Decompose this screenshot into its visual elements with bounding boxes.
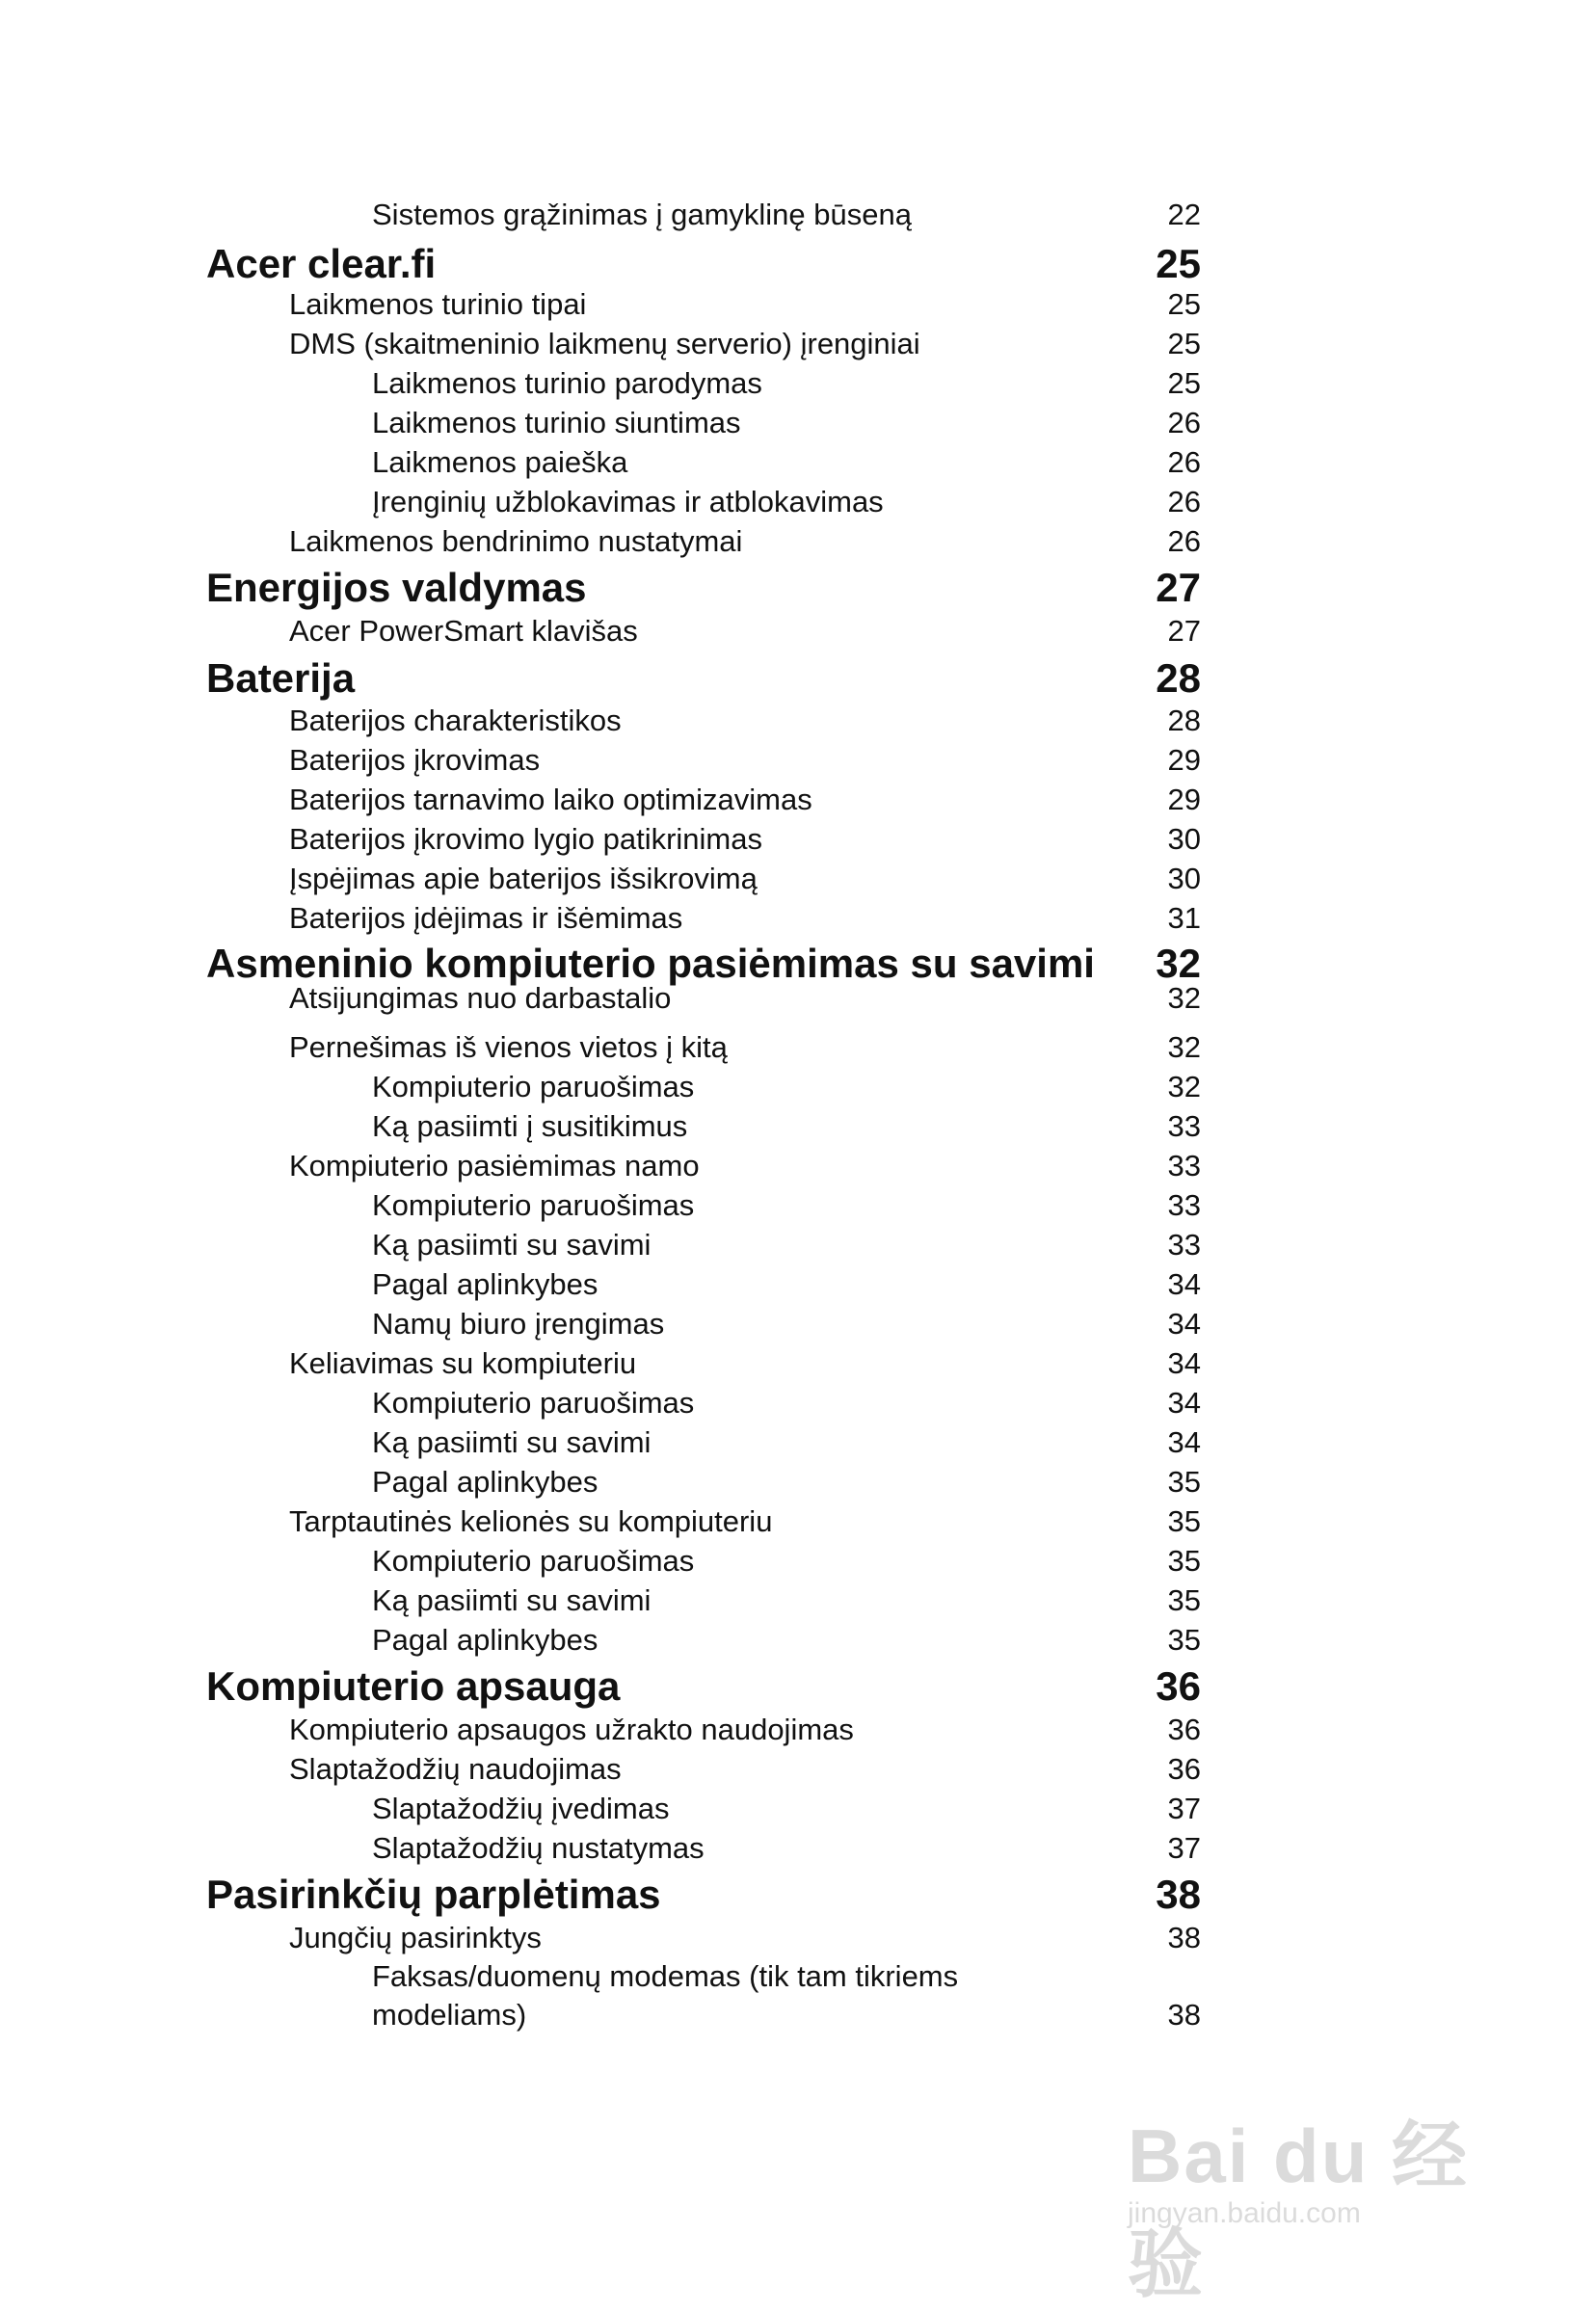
watermark xyxy=(1118,2024,1523,2306)
toc-entry-title: Atsijungimas nuo darbastalio xyxy=(289,981,672,1015)
toc-entry-title: Pagal aplinkybes xyxy=(372,1465,598,1499)
toc-entry-page: 33 xyxy=(1167,1109,1201,1143)
toc-entry-title: modeliams) xyxy=(372,1998,527,2032)
toc-entry-title: Ką pasiimti su savimi xyxy=(372,1425,652,1459)
toc-entry-title: Slaptažodžių nustatymas xyxy=(372,1831,705,1865)
toc-entry-page: 37 xyxy=(1167,1831,1201,1865)
toc-entry-page: 33 xyxy=(1167,1188,1201,1222)
toc-entry-page: 38 xyxy=(1167,1998,1201,2032)
toc-entry-page: 38 xyxy=(1156,1872,1201,1917)
toc-entry-title: Pernešimas iš vienos vietos į kitą xyxy=(289,1030,728,1064)
toc-entry-title: Kompiuterio paruošimas xyxy=(372,1544,695,1578)
toc-entry-title: Jungčių pasirinktys xyxy=(289,1921,542,1954)
toc-entry-page: 31 xyxy=(1167,901,1201,935)
toc-entry-title: Tarptautinės kelionės su kompiuteriu xyxy=(289,1504,773,1538)
toc-entry-page: 30 xyxy=(1167,862,1201,895)
toc-entry-title: Acer clear.fi xyxy=(206,241,437,286)
toc-entry-title: Keliavimas su kompiuteriu xyxy=(289,1346,637,1380)
toc-entry-title: DMS (skaitmeninio laikmenų serverio) įrenginiai xyxy=(289,327,920,360)
toc-entry-title: Ką pasiimti su savimi xyxy=(372,1228,652,1262)
toc-entry-page: 27 xyxy=(1156,565,1201,610)
toc-entry-page: 22 xyxy=(1167,198,1201,231)
toc-entry-page: 28 xyxy=(1167,704,1201,737)
toc-entry-title: Pagal aplinkybes xyxy=(372,1623,598,1657)
toc-entry-title: Baterijos charakteristikos xyxy=(289,704,622,737)
toc-entry-page: 33 xyxy=(1167,1149,1201,1183)
toc-entry-title: Laikmenos turinio tipai xyxy=(289,287,587,321)
toc-entry-page: 26 xyxy=(1167,485,1201,518)
toc-entry-page: 34 xyxy=(1167,1386,1201,1420)
toc-entry-page: 33 xyxy=(1167,1228,1201,1262)
toc-entry-page: 34 xyxy=(1167,1425,1201,1459)
toc-entry-title: Kompiuterio paruošimas xyxy=(372,1386,695,1420)
toc-entry-title: Asmeninio kompiuterio pasiėmimas su savimi xyxy=(206,941,1095,986)
toc-entry-page: 29 xyxy=(1167,743,1201,777)
toc-entry-page: 26 xyxy=(1167,524,1201,558)
toc-entry-title: Laikmenos turinio siuntimas xyxy=(372,406,741,439)
toc-entry-title: Acer PowerSmart klavišas xyxy=(289,614,638,648)
toc-entry-title: Kompiuterio apsaugos užrakto naudojimas xyxy=(289,1713,854,1746)
toc-entry-title: Baterijos įkrovimo lygio patikrinimas xyxy=(289,822,762,856)
toc-entry-title: Slaptažodžių įvedimas xyxy=(372,1792,670,1825)
toc-entry-page: 30 xyxy=(1167,822,1201,856)
toc-entry-title: Laikmenos paieška xyxy=(372,445,628,479)
toc-entry-page: 35 xyxy=(1167,1465,1201,1499)
toc-entry-page: 25 xyxy=(1156,241,1201,286)
toc-entry-page: 35 xyxy=(1167,1504,1201,1538)
toc-entry-page: 34 xyxy=(1167,1307,1201,1341)
toc-entry-page: 32 xyxy=(1167,981,1201,1015)
toc-entry-page: 35 xyxy=(1167,1623,1201,1657)
toc-entry-title: Įrenginių užblokavimas ir atblokavimas xyxy=(372,485,884,518)
toc-entry-title: Baterijos tarnavimo laiko optimizavimas xyxy=(289,783,812,816)
toc-entry-title: Slaptažodžių naudojimas xyxy=(289,1752,622,1786)
toc-entry-page: 37 xyxy=(1167,1792,1201,1825)
toc-entry-title: Kompiuterio paruošimas xyxy=(372,1070,695,1103)
toc-entry-page: 32 xyxy=(1167,1030,1201,1064)
toc-entry-page: 25 xyxy=(1167,366,1201,400)
toc-entry-title: Kompiuterio paruošimas xyxy=(372,1188,695,1222)
toc-entry-title: Įspėjimas apie baterijos išsikrovimą xyxy=(289,862,758,895)
toc-entry-page: 38 xyxy=(1167,1921,1201,1954)
toc-entry-title: Ką pasiimti į susitikimus xyxy=(372,1109,688,1143)
toc-entry-page: 34 xyxy=(1167,1346,1201,1380)
toc-entry-page: 28 xyxy=(1156,655,1201,701)
toc-entry-title: Energijos valdymas xyxy=(206,565,587,610)
toc-entry-title: Ką pasiimti su savimi xyxy=(372,1583,652,1617)
toc-entry-page: 34 xyxy=(1167,1267,1201,1301)
toc-entry-title: Pagal aplinkybes xyxy=(372,1267,598,1301)
watermark-url: jingyan.baidu.com xyxy=(1128,2197,1361,2229)
toc-entry-page: 27 xyxy=(1167,614,1201,648)
toc-entry-page: 36 xyxy=(1167,1713,1201,1746)
toc-entry-page: 32 xyxy=(1156,941,1201,986)
toc-entry-page: 32 xyxy=(1167,1070,1201,1103)
toc-entry-page: 26 xyxy=(1167,406,1201,439)
toc-entry-title: Baterijos įdėjimas ir išėmimas xyxy=(289,901,683,935)
toc-entry-title: Laikmenos bendrinimo nustatymai xyxy=(289,524,743,558)
toc-entry-title: Baterija xyxy=(206,655,356,701)
toc-entry-page: 26 xyxy=(1167,445,1201,479)
toc-entry-page: 25 xyxy=(1167,287,1201,321)
toc-entry-title: Sistemos grąžinimas į gamyklinę būseną xyxy=(372,198,912,231)
toc-entry-title: Faksas/duomenų modemas (tik tam tikriems xyxy=(372,1959,959,1993)
toc-entry-page: 29 xyxy=(1167,783,1201,816)
toc-entry-page: 25 xyxy=(1167,327,1201,360)
watermark-brand: Bai du 经验 xyxy=(1128,2113,1470,2306)
toc-entry-page: 36 xyxy=(1156,1663,1201,1709)
toc-entry-title: Kompiuterio pasiėmimas namo xyxy=(289,1149,700,1183)
toc-entry-page: 36 xyxy=(1167,1752,1201,1786)
toc-entry-title: Laikmenos turinio parodymas xyxy=(372,366,762,400)
toc-entry-page: 35 xyxy=(1167,1544,1201,1578)
toc-entry-title: Pasirinkčių parplėtimas xyxy=(206,1872,661,1917)
toc-entry-title: Namų biuro įrengimas xyxy=(372,1307,665,1341)
toc-entry-title: Kompiuterio apsauga xyxy=(206,1663,621,1709)
toc-entry-page: 35 xyxy=(1167,1583,1201,1617)
toc-entry-title: Baterijos įkrovimas xyxy=(289,743,541,777)
